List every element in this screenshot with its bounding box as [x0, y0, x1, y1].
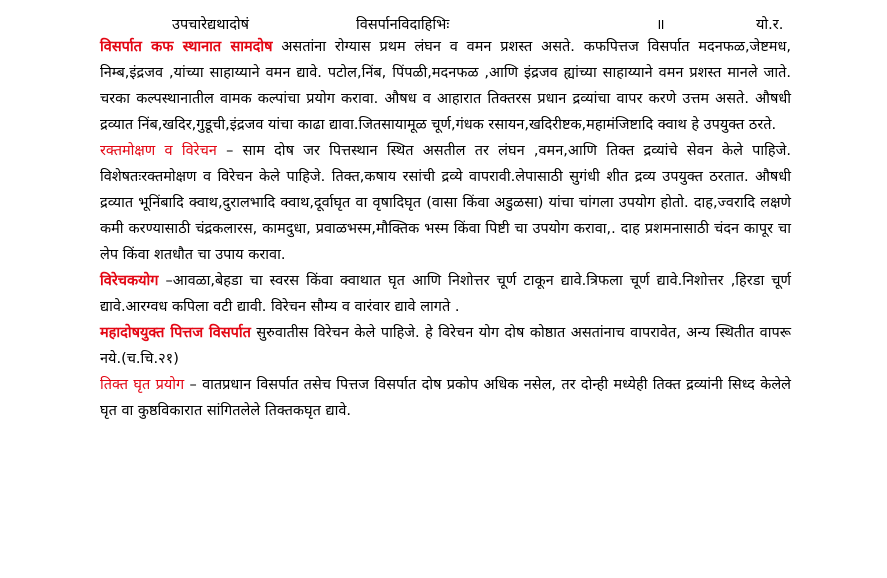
section-body: असतांना रोग्यास प्रथम लंघन व वमन प्रशस्त असते. कफपित्तज विसर्पात मदनफळ,जेष्टमध, निम्ब,इंद्रजव ,यांच्या साहाय्याने वमन द्यावे. पटोल,निंब, पिंपळी,मदनफळ ,आणि इंद्रजव ह्यांच्या साहाय्याने वमन प्रशस्त मानले जाते. चरका कल्पस्थानातील वामक कल्पांचा प्रयोग करावा. औषध व आहारात तिक्तरस प्रधान द्रव्यांचा वापर करणे उत्तम असते. औषधी द्रव्यात निंब,खदिर,गुडूची,इंद्रजव यांचा काढा द्यावा.जितसायामूळ चूर्ण,गंधक रसायन,खदिरीष्टक,महामंजिष्टादि क्वाथ हे उपयुक्त ठरते. — [100, 39, 791, 133]
section-heading: रक्तमोक्षण व विरेचन — [100, 143, 217, 159]
verse-source: यो.र. — [756, 17, 784, 33]
section-raktamokshan — [100, 138, 791, 268]
section-mahadosha — [100, 320, 791, 372]
verse-header — [100, 8, 791, 34]
verse-center: विसर्पानविदाहिभिः — [356, 17, 450, 33]
section-body: –आवळा,बेहडा चा स्वरस किंवा क्वाथात घृत आणि निशोत्तर चूर्ण टाकून द्यावे.त्रिफला चूर्ण द्यावे.निशोत्तर ,हिरडा चूर्ण द्यावे.आरग्वध कपिला वटी द्यावी. विरेचन सौम्य व वारंवार द्यावे लागते . — [100, 273, 791, 315]
section-heading: विसर्पात कफ स्थानात सामदोष — [100, 39, 273, 55]
section-body: – साम दोष जर पित्तस्थान स्थित असतील तर लंघन ,वमन,आणि तिक्त द्रव्यांचे सेवन केले पाहिजे. विशेषतःरक्तमोक्षण व विरेचन केले पाहिजे. तिक्त,कषाय रसांची द्रव्ये वापरावी.लेपासाठी सुगंधी शीत द्रव्य उपयुक्त ठरतात. औषधी द्रव्यात भूनिंबादि क्वाथ,दुरालभादि क्वाथ,दूर्वाघृत वा वृषादिघृत (वासा किंवा अडुळसा) यांचा चांगला उपयोग होतो. दाह,ज्वरादि लक्षणे कमी करण्यासाठी चंद्रकलारस, कामदुधा, प्रवाळभस्म,मौक्तिक भस्म किंवा पिष्टी चा उपयोग करावा,. दाह प्रशमनासाठी चंदन कापूर चा लेप किंवा शतधौत चा उपाय करावा. — [100, 143, 791, 263]
section-virechak-yog — [100, 268, 791, 320]
section-body: सुरुवातीस विरेचन केले पाहिजे. हे विरेचन योग दोष कोष्ठात असतांनाच वापरावेत, अन्य स्थितीत वापरू नये.(च.चि.२१) — [100, 325, 791, 367]
section-heading: तिक्त घृत प्रयोग — [100, 377, 185, 393]
section-heading: विरेचकयोग — [100, 273, 159, 289]
verse-bars: ॥ — [656, 17, 665, 33]
verse-left: उपचारेद्यथादोषं — [172, 17, 250, 33]
section-kapha-samadosha — [100, 34, 791, 138]
section-heading: महादोषयुक्त पित्तज विसर्पात — [100, 325, 251, 341]
section-body: – वातप्रधान विसर्पात तसेच पित्तज विसर्पात दोष प्रकोप अधिक नसेल, तर दोन्ही मध्येही तिक्त द्रव्यांनी सिध्द केलेले घृत वा कुष्ठविकारात सांगितलेले तिक्तकघृत द्यावे. — [100, 377, 791, 419]
section-tikta-ghrit — [100, 372, 791, 424]
